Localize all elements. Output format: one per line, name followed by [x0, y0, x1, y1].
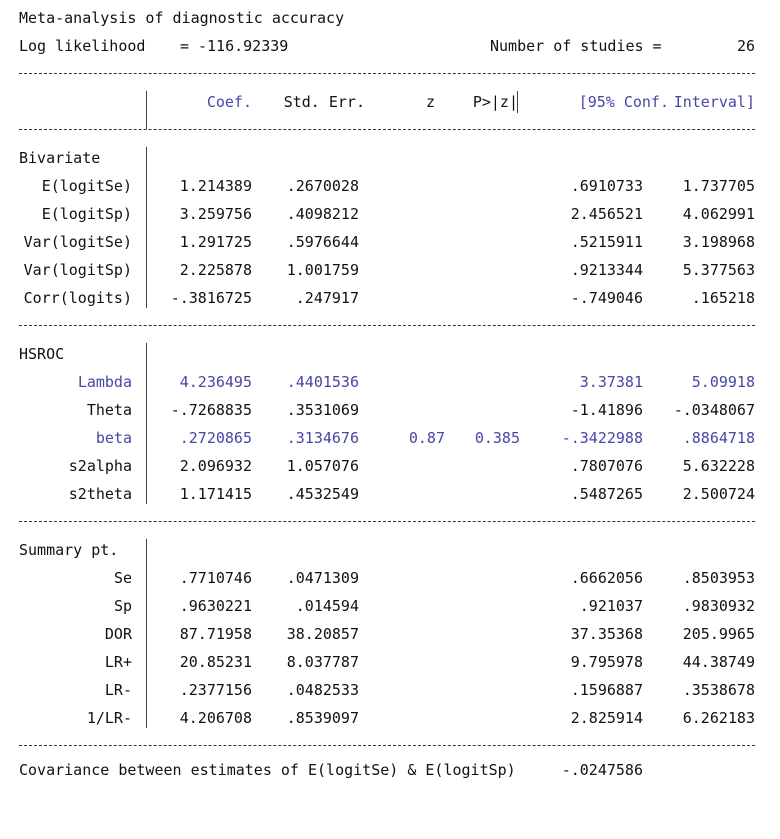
section-label-summary: Summary pt.	[19, 541, 119, 559]
column-separator	[146, 343, 147, 504]
table-row: LR- .2377156 .0482533 .1596887 .3538678	[104, 681, 755, 699]
table-row: Var(logitSe) 1.291725 .5976644 .5215911 3.198968	[23, 233, 755, 251]
loglik-label: Log likelihood	[19, 37, 146, 55]
table-row: s2theta 1.171415 .4532549 .5487265 2.500724	[68, 485, 755, 503]
table-row: beta .2720865 .3134676 0.87 0.385 -.3422988 .8864718	[95, 429, 755, 447]
table-row: Theta -.7268835 .3531069 -1.41896 -.0348067	[86, 401, 755, 419]
section-rule	[19, 325, 755, 326]
table-row: LR+ 20.85231 8.037787 9.795978 44.38749	[104, 653, 755, 671]
output-title: Meta-analysis of diagnostic accuracy	[19, 9, 345, 27]
table-row: Var(logitSp) 2.225878 1.001759 .9213344 5.377563	[23, 261, 755, 279]
header-z: z	[425, 93, 435, 111]
table-row: s2alpha 2.096932 1.057076 .7807076 5.632228	[68, 457, 755, 475]
covariance-label: Covariance between estimates of E(logitSe) & E(logitSp)	[19, 761, 516, 779]
table-row: Corr(logits) -.3816725 .247917 -.749046 .165218	[23, 289, 755, 307]
header-ci-hi: Interval]	[673, 93, 755, 111]
table-row: E(logitSe) 1.214389 .2670028 .6910733 1.737705	[41, 177, 755, 195]
bottom-rule	[19, 745, 755, 746]
section-rule	[19, 521, 755, 522]
loglik-value: -116.92339	[198, 37, 289, 55]
header-p: P>|z|	[472, 93, 518, 111]
title-line	[0, 7, 780, 29]
nstudies-label: Number of studies =	[490, 37, 662, 55]
loglik-eq: =	[180, 37, 190, 55]
top-rule	[19, 73, 755, 74]
column-separator	[146, 539, 147, 728]
header-rule	[19, 129, 755, 130]
covariance-value: -.0247586	[561, 761, 643, 779]
covariance-line	[0, 759, 780, 781]
table-row: Sp .9630221 .014594 .921037 .9830932	[113, 597, 755, 615]
section-label-hsroc: HSROC	[19, 345, 65, 363]
column-separator	[146, 147, 147, 308]
loglik-line	[0, 35, 780, 57]
header-se: Std. Err.	[283, 93, 365, 111]
table-row: DOR 87.71958 38.20857 37.35368 205.9965	[104, 625, 755, 643]
table-row: E(logitSp) 3.259756 .4098212 2.456521 4.062991	[41, 205, 755, 223]
section-label-bivariate: Bivariate	[19, 149, 101, 167]
header-separator	[517, 91, 518, 113]
header-coef: Coef.	[206, 93, 252, 111]
table-row: Lambda 4.236495 .4401536 3.37381 5.09918	[77, 373, 755, 391]
column-separator	[146, 91, 147, 129]
nstudies-value: 26	[736, 37, 755, 55]
table-row: 1/LR- 4.206708 .8539097 2.825914 6.262183	[86, 709, 755, 727]
table-row: Se .7710746 .0471309 .6662056 .8503953	[113, 569, 755, 587]
column-header	[0, 91, 780, 113]
header-ci-lo: [95% Conf.	[578, 93, 669, 111]
